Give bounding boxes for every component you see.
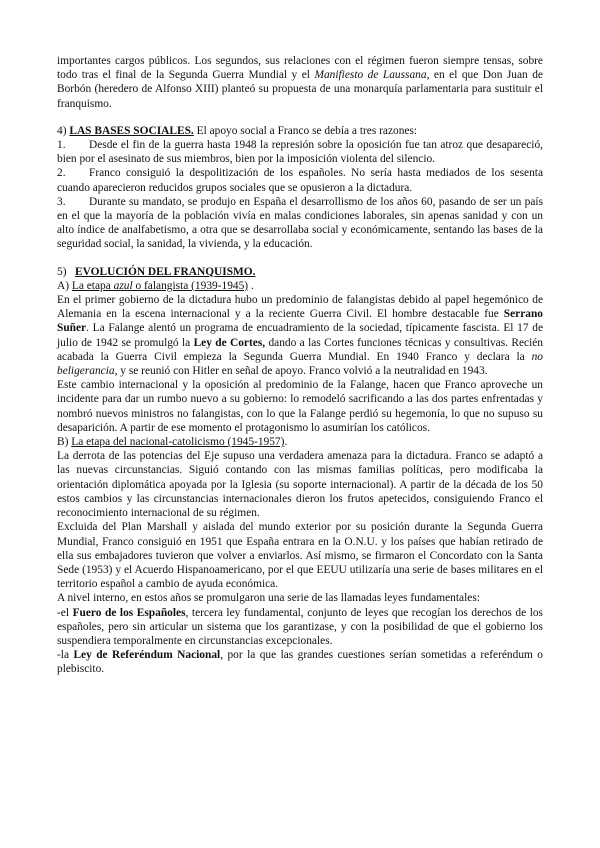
reason-item-1 <box>57 138 543 166</box>
ley-de-referendum-nacional: Ley de Referéndum Nacional <box>73 649 221 662</box>
reason-text-3: Durante su mandato, se produjo en España el desarrollismo de los años 60, pasando de ser un país en el que la mayoría de la población vivía en malas condiciones laborales, sin apenas sanidad y con un alto índice de analfabetismo, a otra que se desarrollaba social y económicamente, sentando las bases de la seguridad social, la sanidad, la vivienda, y la educación. <box>57 195 543 251</box>
subsection-b-paragraph-3: A nivel interno, en estos años se promulgaron una serie de las llamadas leyes fundamentales: <box>57 592 480 605</box>
subsection-a-prefix: A) <box>57 279 72 292</box>
subsection-b-tail: . <box>284 436 288 449</box>
section-4-lead: El apoyo social a Franco se debía a tres razones: <box>193 124 418 137</box>
subsection-a-text-2: . La Falange alentó un programa de encuadramiento de la sociedad, típicamente fascista. El 17 de julio de 1942 se promulgó la <box>57 322 543 349</box>
subsection-b-prefix: B) <box>57 436 72 449</box>
ley-de-cortes: Ley de Cortes, <box>193 336 266 349</box>
no-beligerancia: no beligerancia <box>57 350 543 378</box>
subsection-b-heading: La etapa del nacional-catolicismo (1945-1957) <box>71 436 285 449</box>
reason-number-1: 1. <box>57 139 66 152</box>
subsection-a-text-3: dando a las Cortes funciones técnicas y consultivas. Recién acabada la Guerra Civil empieza la Segunda Guerra Mundial. En 1940 Franco y declara la <box>57 336 543 363</box>
subsection-a-heading-text-1: La etapa <box>71 279 114 292</box>
intro-paragraph <box>57 54 543 111</box>
section-4-number: 4) <box>57 124 67 137</box>
reason-number-3: 3. <box>57 195 66 208</box>
section-4-heading: LAS BASES SOCIALES. <box>69 124 194 137</box>
fuero-text: , tercera ley fundamental, conjunto de leyes que recogían los derechos de los españoles, pero sin articular un sistema que los garantizase, y con la posibilidad de que el gobierno los suspendiera temporalmente en circunstancias excepcionales. <box>57 606 543 647</box>
reason-number-2: 2. <box>57 167 66 180</box>
subsection-a-paragraph-2: Este cambio internacional y la oposición al predominio de la Falange, hacen que Franco aproveche un incidente para dar un rumbo nuevo a su gobierno: lo remodeló sacrificando a las dos partes enfrentadas y nombró nuevos ministros no falangistas, con lo que la Falange perdió su hegemonía, lo que no supuso su desaparición. A partir de ese momento el protagonismo lo asumirían los católicos. <box>57 379 543 434</box>
section-5-heading: EVOLUCIÓN DEL FRANQUISMO. <box>75 265 256 278</box>
subsection-a-text-1: En el primer gobierno de la dictadura hubo un predominio de falangistas debido al papel hegemónico de Alemania en la escena internacional y a la reciente Guerra Civil. El hombre destacable fue <box>57 294 543 321</box>
subsection-b-paragraph-1: La derrota de las potencias del Eje supuso una verdadera amenaza para la dictadura. Franco se adaptó a las nuevas circunstancias. Siguió contando con las mismas familias políticas, pero modificaba la orientación diplomática apoyada por la Iglesia (su soporte internacional). A partir de la década de los 50 estos cambios y las circunstancias internacionales dieron los frutos apetecidos, consiguiendo Franco el reconocimiento internacional de su régimen. <box>57 450 543 520</box>
subsection-b-paragraph-2: Excluida del Plan Marshall y aislada del mundo exterior por su posición durante la Segunda Guerra Mundial, Franco consiguió en 1951 que España entrara en la O.N.U. y los países que habían retirado de ella sus embajadores tuvieron que volver a enviarlos. Así mismo, se firmaron el Concordato con la Santa Sede (1953) y el Acuerdo Hispanoamericano, por el que EEUU utilizaría una serie de bases militares en el territorio español a cambio de ayuda económica. <box>57 521 543 591</box>
serrano-suner: Serrano Suñer <box>57 308 543 335</box>
referendum-item <box>57 648 543 676</box>
referendum-text: , por la que las grandes cuestiones serían sometidas a referéndum o plebiscito. <box>57 649 543 676</box>
reason-text-2: Franco consiguió la despolitización de los españoles. No sería hasta mediados de los sesenta cuando aparecieron reducidos grupos sociales que se opusieron a la dictadura. <box>57 167 543 194</box>
referendum-prefix: -la <box>57 649 74 662</box>
fuero-de-los-espanoles: Fuero de los Españoles <box>72 606 186 619</box>
section-4-heading-line <box>57 124 543 138</box>
reason-item-3 <box>57 195 543 252</box>
intro-text-1: importantes cargos públicos. Los segundos, sus relaciones con el régimen fueron siempre tensas, sobre todo tras el final de la Segunda Guerra Mundial y el <box>57 55 543 82</box>
reason-item-2 <box>57 166 543 194</box>
fuero-item <box>57 606 543 649</box>
subsection-a-tail: . <box>248 279 254 292</box>
section-5-number: 5) <box>57 265 67 278</box>
subsection-a-azul: azul <box>113 279 133 292</box>
intro-text-2: , en el que Don Juan de Borbón (heredero de Alfonso XIII) planteó su propuesta de una monarquía parlamentaria para sustituir el franquismo. <box>57 69 543 110</box>
manifiesto-title: Manifiesto de Laussana <box>314 69 427 82</box>
reason-text-1: Desde el fin de la guerra hasta 1948 la represión sobre la oposición fue tan atroz que desapareció, bien por el asesinato de sus miembros, bien por la imposición violenta del silencio. <box>57 139 543 166</box>
subsection-a-heading <box>72 280 248 292</box>
subsection-a-paragraph-1 <box>57 293 543 378</box>
subsection-b-heading-line <box>57 435 543 449</box>
section-5-heading-line <box>57 265 543 279</box>
subsection-a-heading-line <box>57 279 543 293</box>
subsection-a-text-4: , y se reunió con Hitler en señal de apoyo. Franco volvió a la neutralidad en 1943. <box>114 365 488 378</box>
fuero-prefix: -el <box>57 606 73 619</box>
subsection-a-heading-text-2: o falangista (1939-1945) <box>132 279 249 292</box>
